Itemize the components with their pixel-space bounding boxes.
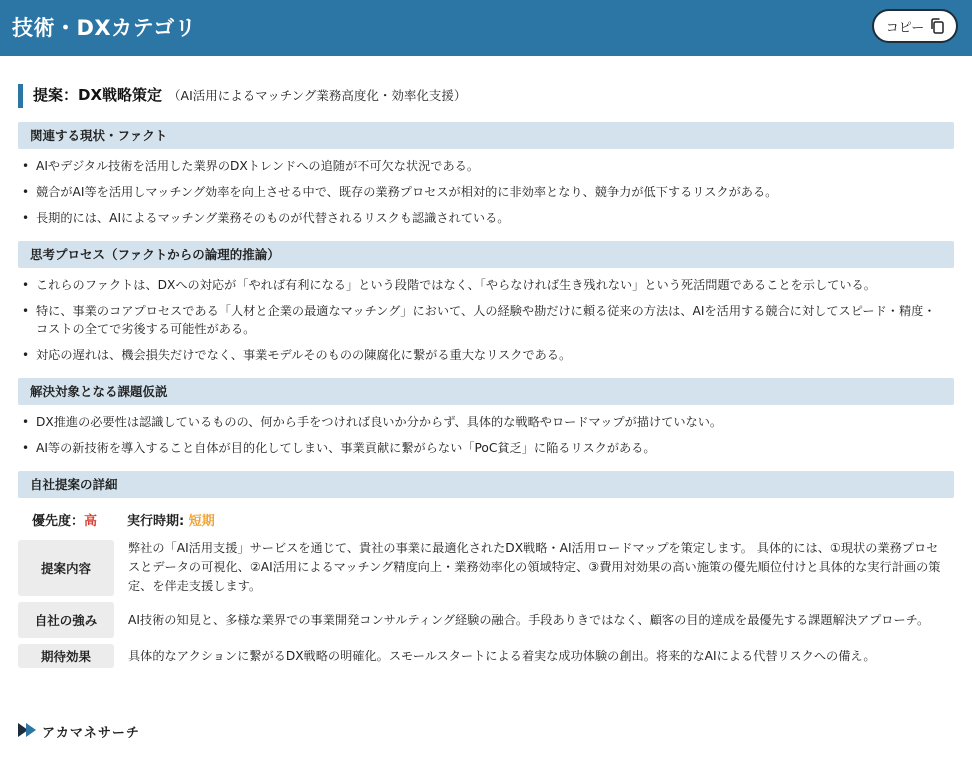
list-item: • DX推進の必要性は認識しているものの、何から手をつければ良いか分からず、具体的な戦略やロードマップが描けていない。 xyxy=(36,413,954,431)
proposal-title: 提案：DX戦略策定 xyxy=(33,86,163,104)
detail-label: 自社の強み xyxy=(18,602,114,638)
priority xyxy=(32,510,97,529)
thinking-list xyxy=(18,276,954,364)
facts-list xyxy=(18,157,954,227)
detail-row-strength xyxy=(18,602,954,638)
list-item: • 特に、事業のコアプロセスである「人材と企業の最適なマッチング」において、人の経験や勘だけに頼る従来の方法は、AIを活用する競合に対してスピード・精度・コストの全てで劣後する可能性がある。 xyxy=(36,302,954,338)
detail-text: 具体的なアクションに繋がるDX戦略の明確化。スモールスタートによる着実な成功体験の創出。将来的なAIによる代替リスクへの備え。 xyxy=(128,648,876,663)
priority-timing-row xyxy=(32,510,954,529)
list-item: • AI等の新技術を導入すること自体が目的化してしまい、事業貢献に繋がらない「PoC貧乏」に陥るリスクがある。 xyxy=(36,439,954,457)
hypothesis-list xyxy=(18,413,954,457)
logo-text: アカマネサーチ xyxy=(42,726,140,741)
timing xyxy=(127,510,215,529)
header-bar xyxy=(0,0,972,56)
copy-button-label: コピー xyxy=(885,20,925,36)
proposal-subtitle: （AI活用によるマッチング業務高度化・効率化支援） xyxy=(168,88,467,103)
copy-icon xyxy=(930,18,944,34)
detail-text: 弊社の「AI活用支援」サービスを通じて、貴社の事業に最適化されたDX戦略・AI活用ロードマップを策定します。 具体的には、①現状の業務プロセスとデータの可視化、②AI活用によるマッチング精度向上・業務効率化の領域特定、③費用対効果の高い施策の優先順位付けと具体的な実行計画の策定、を伴走支援します。 xyxy=(128,541,941,593)
detail-text: AI技術の知見と、多様な業界での事業開発コンサルティング経験の融合。手段ありきではなく、顧客の目的達成を最優先する課題解決アプローチ。 xyxy=(128,612,930,627)
timing-value: 短期 xyxy=(188,514,215,529)
list-item: • 長期的には、AIによるマッチング業務そのものが代替されるリスクも認識されている。 xyxy=(36,209,954,227)
detail-label: 期待効果 xyxy=(18,644,114,668)
section-heading-facts: 関連する現状・ファクト xyxy=(18,122,954,149)
priority-value: 高 xyxy=(84,514,98,529)
copy-button[interactable] xyxy=(872,9,958,43)
main-content xyxy=(18,84,954,674)
list-item: • 対応の遅れは、機会損失だけでなく、事業モデルそのものの陳腐化に繋がる重大なリスクである。 xyxy=(36,346,954,364)
section-heading-hypothesis: 解決対象となる課題仮説 xyxy=(18,378,954,405)
list-item: • AIやデジタル技術を活用した業界のDXトレンドへの追随が不可欠な状況である。 xyxy=(36,157,954,175)
company-logo xyxy=(18,722,140,741)
page-title: 技術・DXカテゴリ xyxy=(12,16,197,40)
logo-mark-icon xyxy=(18,723,36,741)
list-item: • これらのファクトは、DXへの対応が「やれば有利になる」という段階ではなく、「やらなければ生き残れない」という死活問題であることを示している。 xyxy=(36,276,954,294)
section-heading-details: 自社提案の詳細 xyxy=(18,471,954,498)
detail-row-effect xyxy=(18,644,954,668)
timing-label: 実行時期: xyxy=(127,514,189,529)
priority-label: 優先度： xyxy=(32,514,85,529)
proposal-heading xyxy=(18,84,954,108)
list-item: • 競合がAI等を活用しマッチング効率を向上させる中で、既存の業務プロセスが相対的に非効率となり、競争力が低下するリスクがある。 xyxy=(36,183,954,201)
detail-row-proposal xyxy=(18,539,954,596)
detail-label: 提案内容 xyxy=(18,540,114,596)
section-heading-thinking: 思考プロセス（ファクトからの論理的推論） xyxy=(18,241,954,268)
